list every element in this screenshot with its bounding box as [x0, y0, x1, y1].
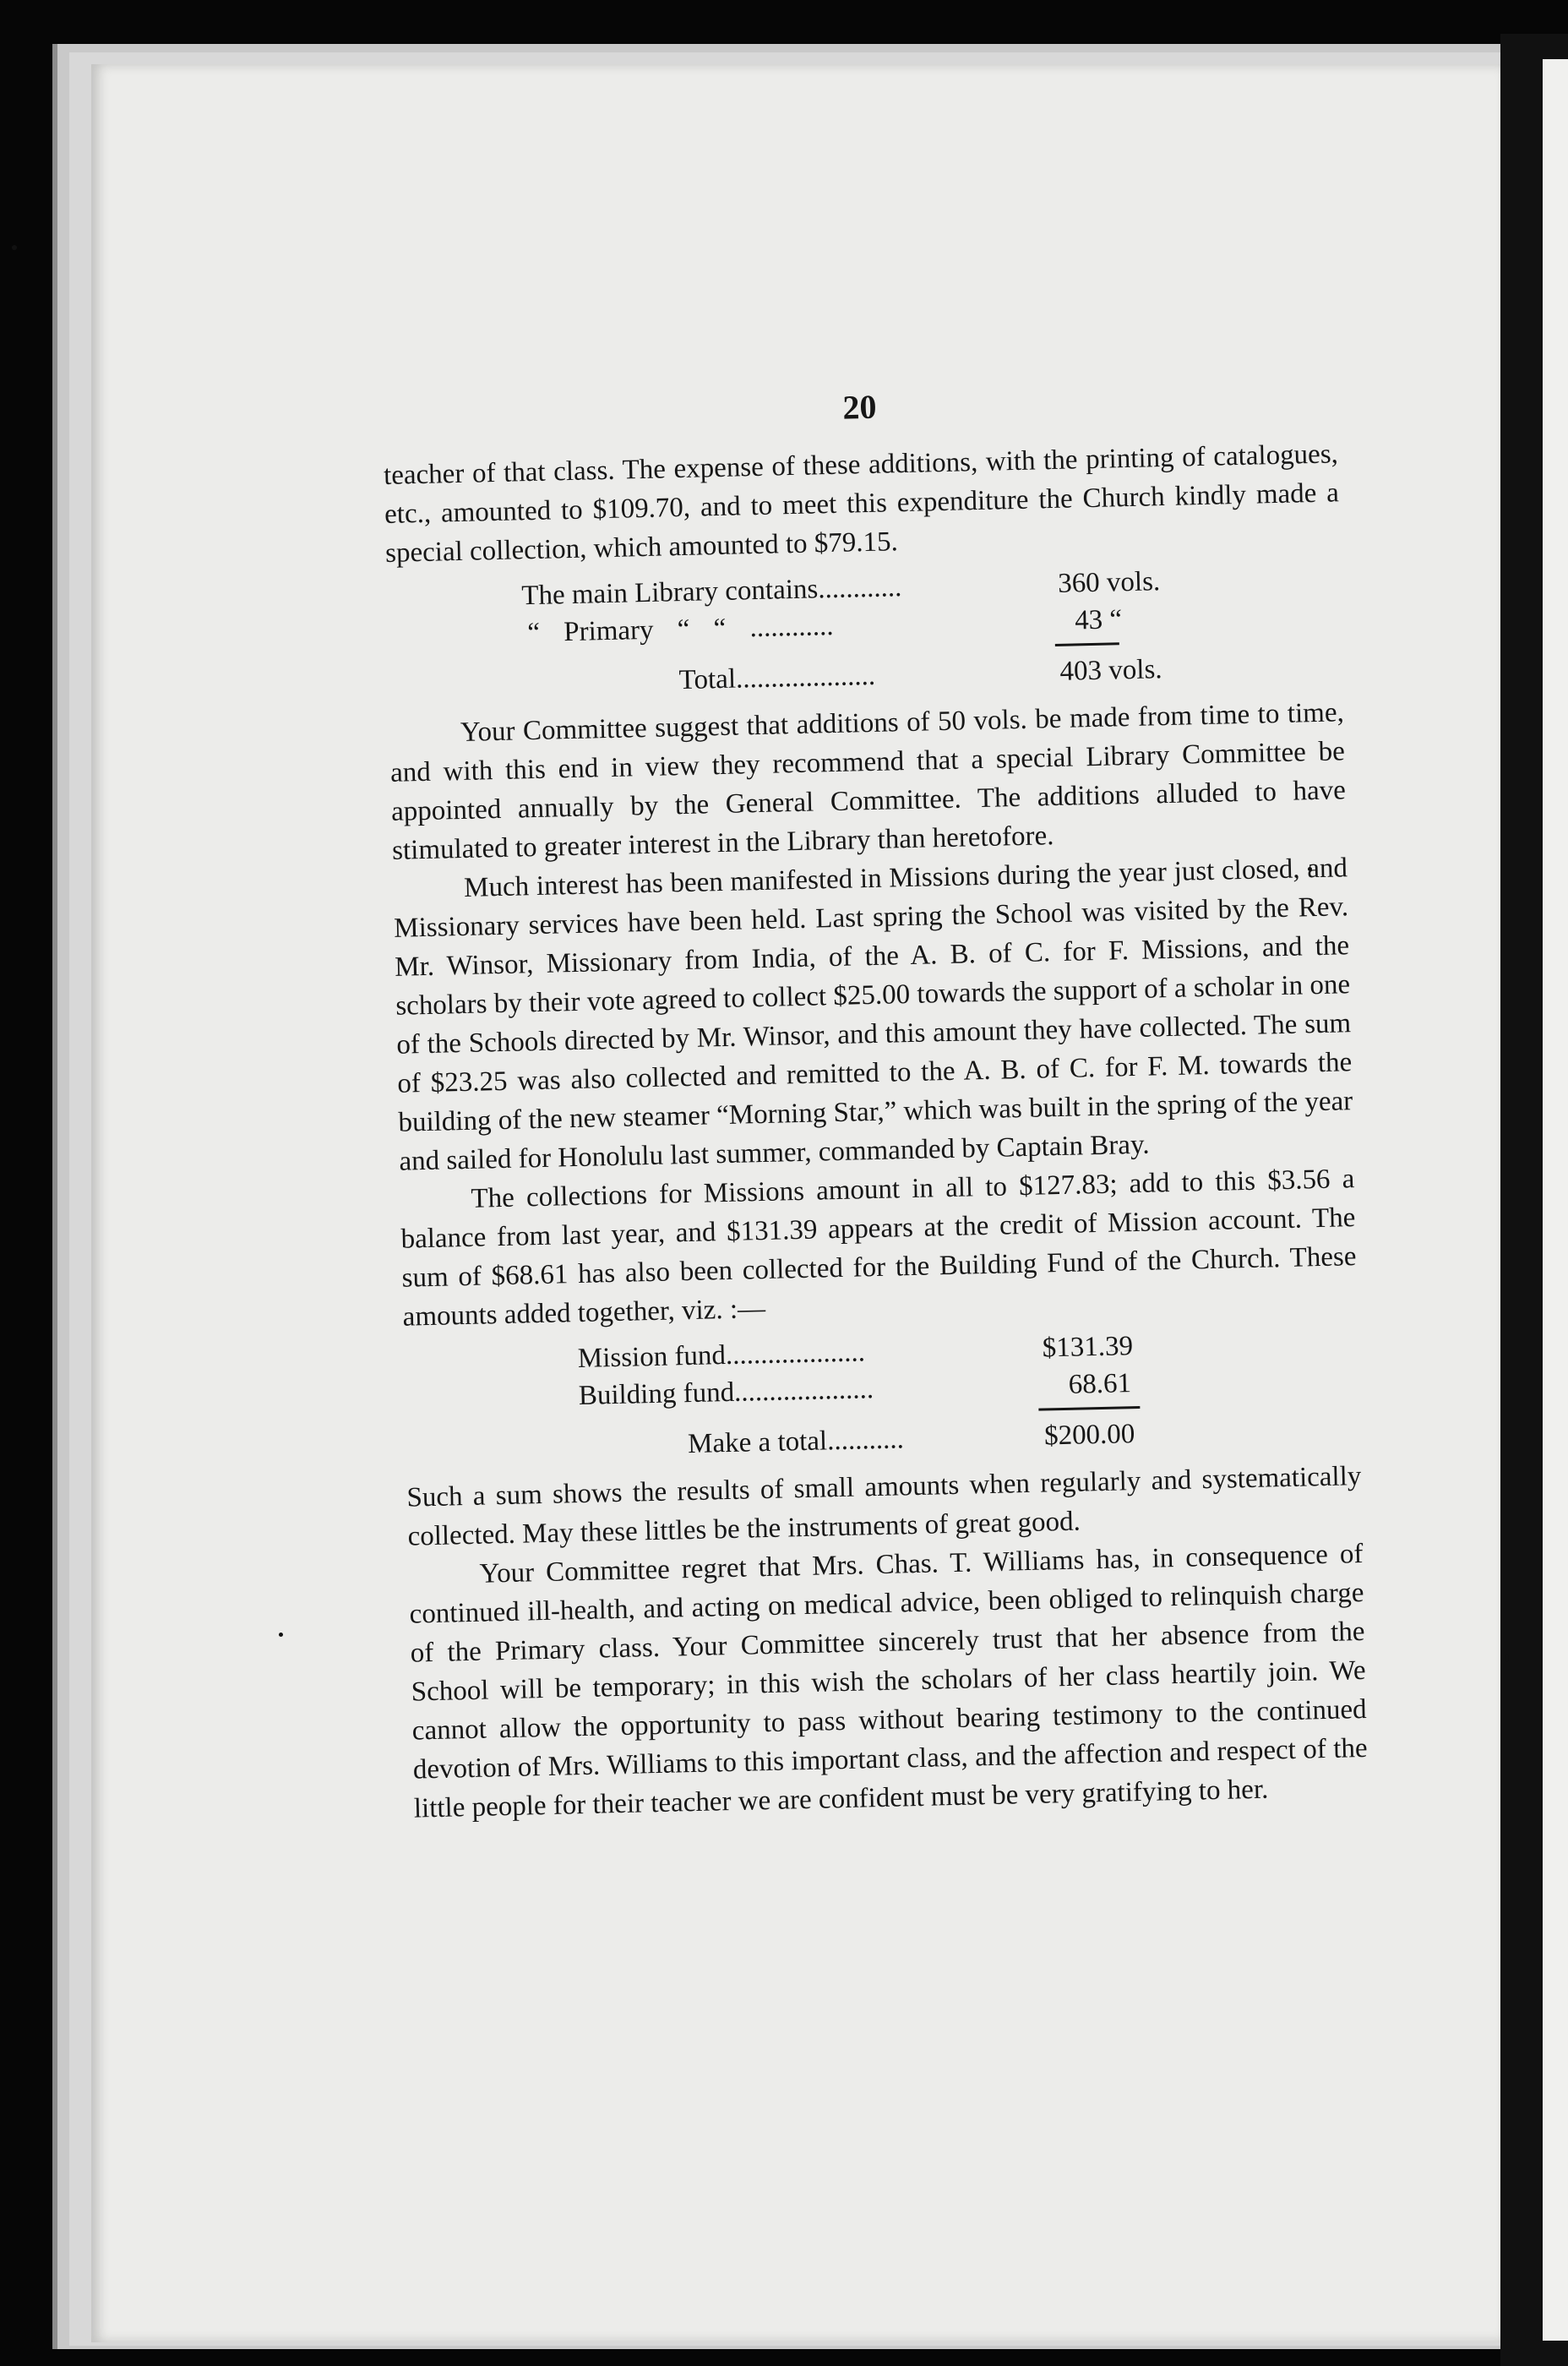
library-row-label: The main Library contains............ [520, 572, 902, 612]
paragraph-small-amounts: Such a sum shows the results of small amounts when regularly and systematically collected. May these littles be the instruments of great good. [406, 1461, 1362, 1552]
library-total-value: 403 vols. [1059, 654, 1162, 687]
library-row-label: “ Primary “ “ ............ [526, 610, 834, 649]
ink-speck [1505, 1655, 1509, 1662]
fund-row-label: Building fund.................... [578, 1374, 874, 1412]
fund-row-label: Mission fund.................... [577, 1337, 866, 1375]
ink-speck [12, 245, 17, 250]
library-sum-rule [1055, 642, 1119, 646]
fund-table [403, 1322, 1360, 1470]
fund-row-value: $131.39 [1042, 1331, 1134, 1364]
fund-total-label: Make a total........... [687, 1424, 905, 1460]
paragraph-missions: Much interest has been manifested in Missions during the year just closed, and Missionary services have been held. Last spring the School was visited by the Rev. Mr. Winsor, Missionary from India, of the A. B. of C. for F. Missions, and the scholars by their vote agreed to collect $25.00 towards the support of a scholar in one of the Schools directed by Mr. Winsor, and this amount they have collected. The sum of $23.25 was also collected and remitted to the A. B. of C. for F. M. towards the building of the new steamer “Morning Star,” which was built in the spring of the year and sailed for Honolulu last summer, commanded by Captain Bray. [393, 853, 1353, 1177]
library-total-label: Total.................... [678, 660, 876, 696]
paragraph-library-expense: teacher of that class. The expense of these additions, with the printing of catalogues, etc., amounted to $109.70, and to meet this expenditure the Church kindly made a special collection, which amounted to $79.15. [383, 439, 1340, 569]
facing-page-edge [1543, 59, 1568, 2341]
fund-sum-rule [1038, 1406, 1140, 1411]
library-row-value: 360 vols. [1057, 566, 1161, 599]
fund-row-value: 68.61 [1068, 1368, 1132, 1400]
fund-total-value: $200.00 [1043, 1419, 1135, 1452]
paragraph-collections: The collections for Missions amount in all to $127.83; add to this $3.56 a balance from last year, and $131.39 appears at the credit of Mission account. The sum of $68.61 has also been collected for the Building Fund of the Church. These amounts added together, viz. :— [400, 1164, 1357, 1333]
library-row-value: 43 “ [1074, 604, 1123, 636]
library-volume-table [386, 558, 1343, 706]
page-number: 20 [841, 387, 877, 427]
page-text-block [382, 375, 1369, 1828]
paragraph-library-committee: Your Committee suggest that additions of 50 vols. be made from time to time, and with this end in view they recommend that a special Library Committee be appointed annually by the General Committee. The additions alluded to have stimulated to greater interest in the Library than heretofore. [389, 697, 1347, 866]
paragraph-mrs-williams: Your Committee regret that Mrs. Chas. T. Williams has, in consequence of continued ill-health, and acting on medical advice, been obliged to relinquish charge of the Primary class. Your Committee sincerely trust that her absence from the School will be temporary; in this wish the scholars of her class heartily join. We cannot allow the opportunity to pass without bearing testimony to the continued devotion of Mrs. Williams to this important class, and the affection and respect of the little people for their teacher we are confident must be very gratifying to her. [409, 1539, 1368, 1824]
ink-speck [279, 1633, 283, 1637]
